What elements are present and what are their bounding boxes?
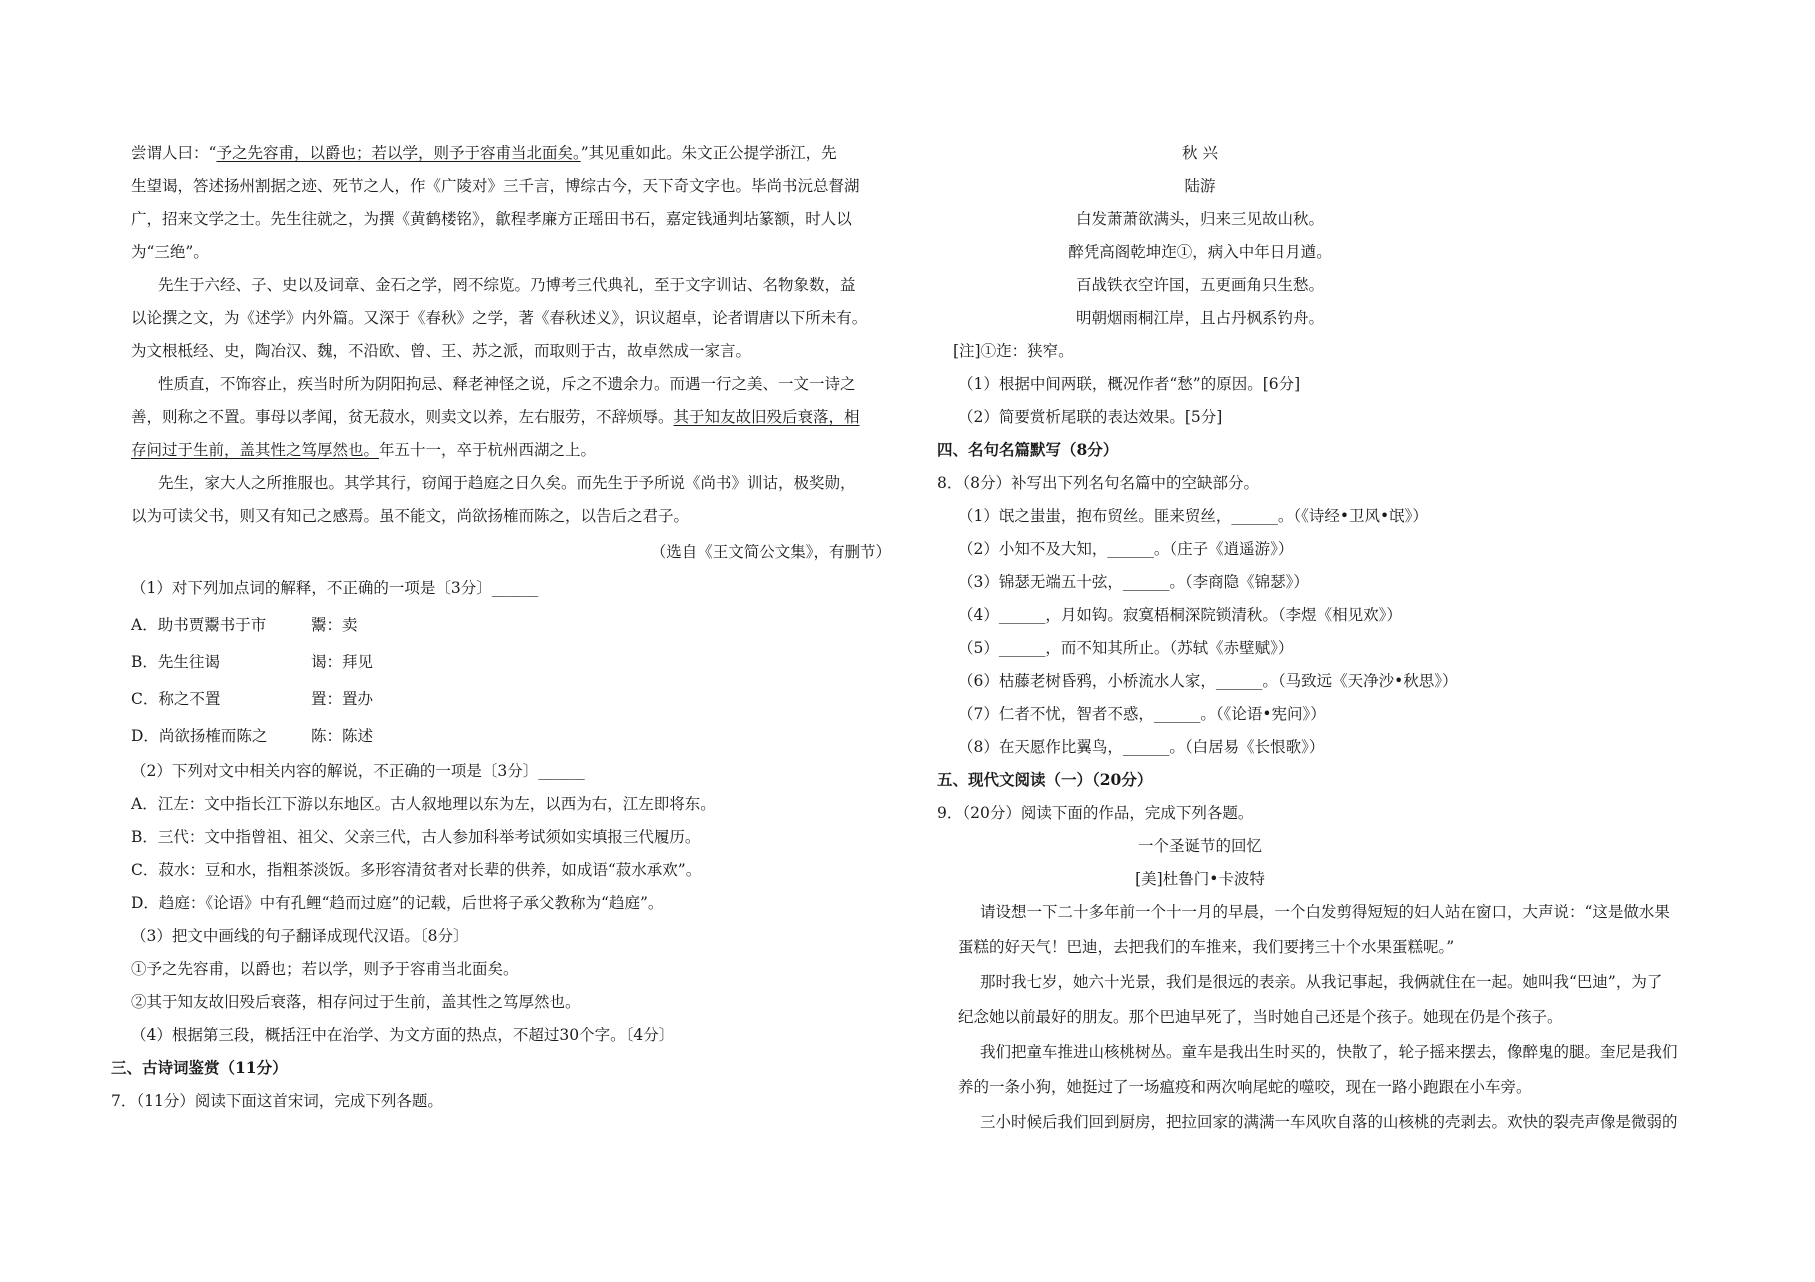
option-b: B．先生往谒: [131, 653, 220, 671]
question-7: 7．（11分）阅读下面这首宋词，完成下列各题。: [111, 1092, 443, 1110]
poem-author: 陆游: [1184, 177, 1216, 195]
source-citation: （选自《王文简公文集》，有删节）: [650, 543, 891, 561]
question-3-stem: （3）把文中画线的句子翻译成现代汉语。〔8分〕: [131, 927, 469, 945]
fill-blank-item: （8）在天愿作比翼鸟，______。（白居易《长恨歌》）: [958, 738, 1325, 756]
passage-line: 以为可读父书，则又有知己之感焉。虽不能文，尚欲扬榷而陈之，以告后之君子。: [131, 507, 690, 525]
poem-line: 明朝烟雨桐江岸，且占丹枫系钓舟。: [1075, 309, 1324, 327]
fill-blank-item: （4）______，月如钩。寂寞梧桐深院锁清秋。（李煜《相见欢》）: [958, 606, 1402, 624]
poem-title: 秋 兴: [1182, 144, 1218, 162]
option-c: C．菽水：豆和水，指粗茶淡饭。多形容清贫者对长辈的供养，如成语“菽水承欢”。: [131, 861, 702, 879]
poem-line: 白发萧萧欲满头，归来三见故山秋。: [1075, 210, 1324, 228]
story-line: 三小时候后我们回到厨房，把拉回家的满满一车风吹自落的山核桃的壳剥去。欢快的裂壳声像是微弱的: [980, 1113, 1678, 1131]
passage-line: 为“三绝”。: [131, 243, 209, 261]
fill-blank-item: （6）枯藤老树昏鸦，小桥流水人家，______。（马致远《天净沙•秋思》）: [958, 672, 1458, 690]
option-c-gloss: 置：置办: [311, 690, 374, 708]
question-4: （4）根据第三段，概括汪中在治学、为文方面的热点，不超过30个字。〔4分〕: [131, 1026, 675, 1044]
poem-note: [注]①迮：狭窄。: [953, 342, 1074, 360]
question-1-stem: （1）对下列加点词的解释，不正确的一项是〔3分〕______: [131, 579, 539, 597]
passage-line: [131, 439, 596, 461]
passage-line: 生望谒，答述扬州割据之迹、死节之人，作《广陵对》三千言，博综古今，天下奇文字也。毕尚书沅总督湖: [131, 177, 860, 195]
underlined-sentence-2: 存问过于生前，盖其性之笃厚然也。: [131, 441, 380, 459]
passage-line: 以论撰之文，为《述学》内外篇。又深于《春秋》之学，著《春秋述义》，识议超卓，论者谓唐以下所未有。: [131, 309, 868, 327]
underlined-sentence-1: 予之先容甫，以爵也；若以学，则予于容甫当北面矣。: [216, 144, 581, 162]
fill-blank-item: （1）氓之蚩蚩，抱布贸丝。匪来贸丝，______。（《诗经•卫风•氓》）: [958, 507, 1428, 525]
fill-blank-item: （3）锦瑟无端五十弦，______。（李商隐《锦瑟》）: [958, 573, 1309, 591]
story-line: 那时我七岁，她六十光景，我们是很远的表亲。从我记事起，我俩就住在一起。她叫我“巴迪”，为了: [980, 973, 1663, 991]
story-line: 纪念她以前最好的朋友。那个巴迪早死了，当时她自己还是个孩子。她现在仍是个孩子。: [958, 1008, 1563, 1026]
fill-blank-item: （7）仁者不忧，智者不惑，______。（《论语•宪问》）: [958, 705, 1326, 723]
section-heading: 三、古诗词鉴赏（11分）: [111, 1058, 288, 1077]
option-b-gloss: 谒：拜见: [311, 653, 374, 671]
option-b: B．三代：文中指曾祖、祖父、父亲三代，古人参加科举考试须如实填报三代履历。: [131, 828, 701, 846]
story-author: [美]杜鲁门•卡波特: [1135, 870, 1265, 888]
poem-question-2: （2）简要赏析尾联的表达效果。[5分]: [958, 408, 1223, 426]
option-a: A．江左：文中指长江下游以东地区。古人叙地理以东为左，以西为右，江左即将东。: [131, 795, 716, 813]
translation-sentence-2: ②其于知友故旧殁后衰落，相存问过于生前，盖其性之笃厚然也。: [131, 993, 581, 1011]
question-2-stem: （2）下列对文中相关内容的解说，不正确的一项是〔3分〕______: [131, 762, 585, 780]
passage-line: [131, 406, 860, 428]
story-line: 养的一条小狗，她挺过了一场瘟疫和两次响尾蛇的噬咬，现在一路小跑跟在小车旁。: [958, 1078, 1532, 1096]
fill-blank-item: （2）小知不及大知，______。（庄子《逍遥游》）: [958, 540, 1294, 558]
poem-line: 百战铁衣空许国，五更画角只生愁。: [1075, 276, 1324, 294]
text-span: 善，则称之不置。事母以孝闻，贫无菽水，则卖文以养，左右服劳，不辞烦辱。: [131, 408, 674, 426]
text-span: 尝谓人曰：“: [131, 144, 217, 162]
story-title: 一个圣诞节的回忆: [1137, 837, 1262, 855]
question-8: 8．（8分）补写出下列名句名篇中的空缺部分。: [937, 474, 1259, 492]
story-line: 我们把童车推进山核桃树丛。童车是我出生时买的，快散了，轮子摇来摆去，像醉鬼的腿。奎尼是我们: [980, 1043, 1678, 1061]
option-d: D．尚欲扬榷而陈之: [131, 727, 268, 745]
option-c: C．称之不置: [131, 690, 221, 708]
text-span: ”其见重如此。朱文正公提学浙江，先: [580, 144, 837, 162]
section-heading: 四、名句名篇默写（8分）: [937, 440, 1119, 459]
text-span: 年五十一，卒于杭州西湖之上。: [379, 441, 597, 459]
poem-question-1: （1）根据中间两联，概况作者“愁”的原因。[6分]: [958, 375, 1301, 393]
story-line: 请设想一下二十多年前一个十一月的早晨，一个白发剪得短短的妇人站在窗口，大声说：“这是做水果: [980, 903, 1670, 921]
passage-line: 为文根柢经、史，陶冶汉、魏，不沿欧、曾、王、苏之派，而取则于古，故卓然成一家言。: [131, 342, 752, 360]
question-9: 9．（20分）阅读下面的作品，完成下列各题。: [937, 804, 1254, 822]
poem-line: 醉凭高阁乾坤迮①，病入中年日月遒。: [1068, 243, 1332, 261]
underlined-sentence-2: 其于知友故旧殁后衰落，相: [673, 408, 860, 426]
option-d: D．趋庭：《论语》中有孔鲤“趋而过庭”的记载，后世将子承父教称为“趋庭”。: [131, 894, 664, 912]
translation-sentence-1: ①予之先容甫，以爵也；若以学，则予于容甫当北面矣。: [131, 960, 519, 978]
passage-line: 广，招来文学之士。先生往就之，为撰《黄鹤楼铭》，歙程孝廉方正瑶田书石，嘉定钱通判坫篆额，时人以: [131, 210, 852, 228]
passage-line: [131, 142, 837, 164]
section-heading: 五、现代文阅读（一）（20分）: [937, 770, 1153, 789]
story-line: 蛋糕的好天气！巴迪，去把我们的车推来，我们要拷三十个水果蛋糕呢。”: [958, 938, 1455, 956]
passage-line: 性质直，不饰容止，疾当时所为阴阳拘忌、释老神怪之说，斥之不遗余力。而遇一行之美、一文一诗之: [158, 375, 856, 393]
passage-line: 先生于六经、子、史以及词章、金石之学，罔不综览。乃博考三代典礼，至于文字训诂、名物象数，益: [158, 276, 856, 294]
option-a-gloss: 鬻：卖: [311, 616, 358, 634]
fill-blank-item: （5）______，而不知其所止。（苏轼《赤壁赋》）: [958, 639, 1294, 657]
passage-line: 先生，家大人之所推服也。其学其行，窃闻于趋庭之日久矣。而先生于予所说《尚书》训诂，极奖勋，: [158, 474, 856, 492]
option-d-gloss: 陈：陈述: [311, 727, 374, 745]
option-a: A．助书贾鬻书于市: [131, 616, 267, 634]
